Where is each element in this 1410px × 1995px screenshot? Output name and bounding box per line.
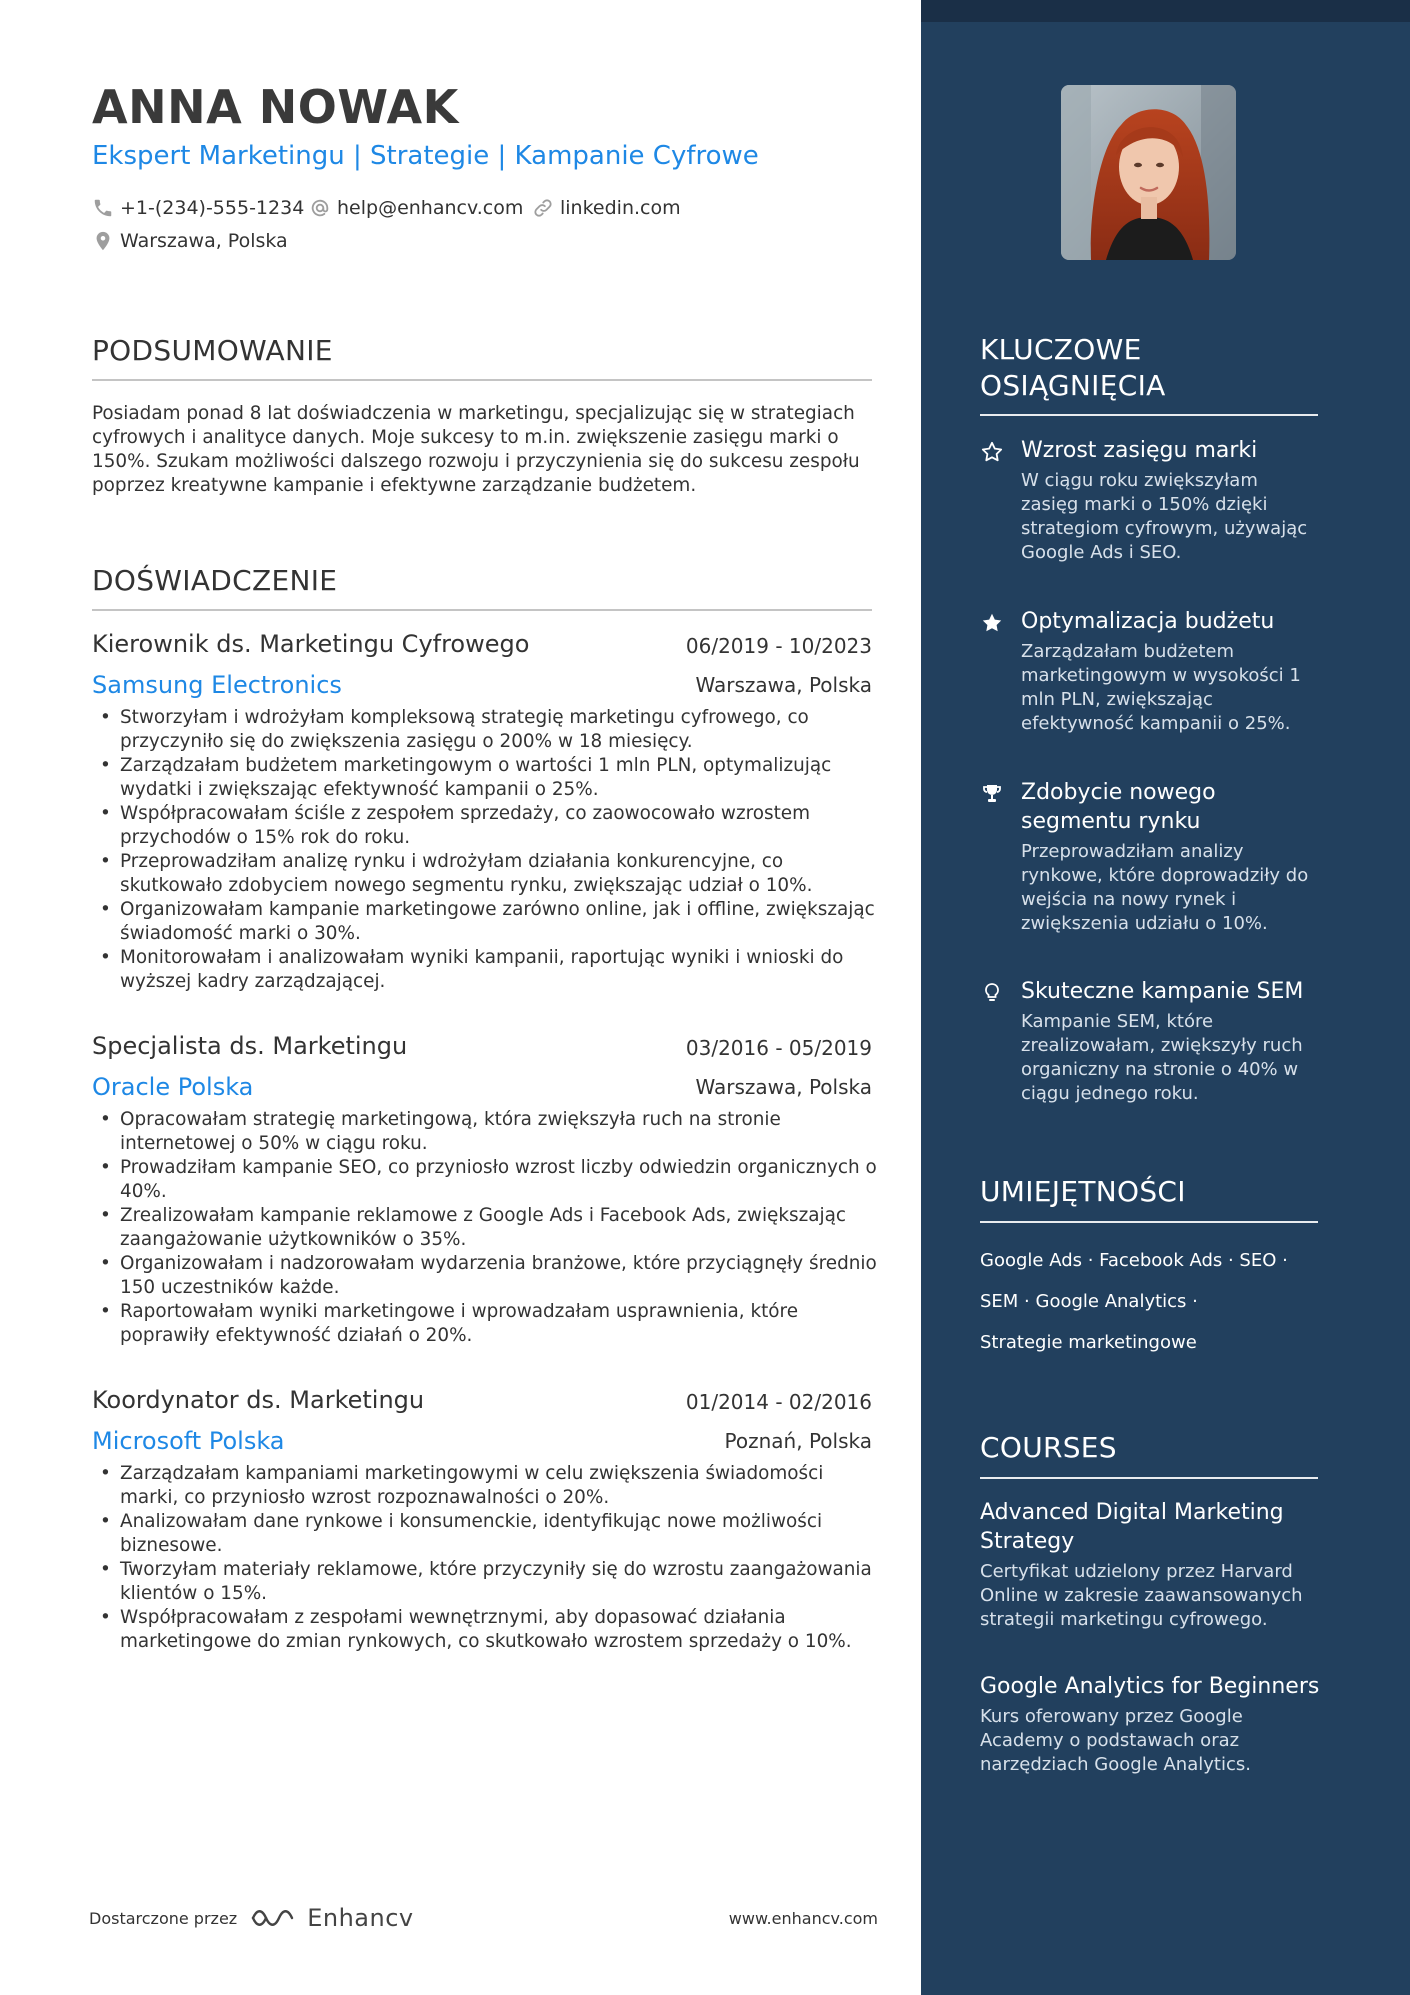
email-text: help@enhancv.com (337, 197, 524, 219)
job-bullets (92, 1462, 882, 1654)
job-company[interactable]: Samsung Electronics (92, 671, 342, 699)
sidebar-top-strip (921, 0, 1410, 22)
star-outline-icon (980, 440, 1004, 464)
courses-divider (980, 1477, 1318, 1479)
achievement-title: Zdobycie nowego segmentu rynku (1021, 780, 1216, 834)
star-filled-icon (980, 611, 1004, 635)
powered-by-text: Dostarczone przez (89, 1908, 238, 1928)
enhancv-logo[interactable] (249, 1904, 413, 1932)
bullet-item: • Raportowałam wyniki marketingowe i wprowadzałam usprawnienia, które poprawiły efektywność działań o 20%. (92, 1300, 882, 1348)
footer-url[interactable]: www.enhancv.com (728, 1909, 878, 1928)
course-item (980, 1498, 1320, 1632)
bullet-item: • Organizowałam kampanie marketingowe zarówno online, jak i offline, zwiększając świadomość marki o 30%. (92, 898, 882, 946)
bullet-item: • Prowadziłam kampanie SEO, co przyniosło wzrost liczby odwiedzin organicznych o 40%. (92, 1156, 882, 1204)
achievement-title: Skuteczne kampanie SEM (1021, 979, 1304, 1004)
candidate-name: ANNA NOWAK (92, 80, 459, 134)
bullet-item: • Współpracowałam ściśle z zespołem sprzedaży, co zaowocowało wzrostem przychodów o 15% rok do roku. (92, 802, 882, 850)
bullet-item: • Przeprowadziłam analizę rynku i wdrożyłam działania konkurencyjne, co skutkowało zdobyciem nowego segmentu rynku, zwiększając udział o 10%. (92, 850, 882, 898)
link-icon (532, 197, 554, 219)
phone-text: +1-(234)-555-1234 (120, 197, 305, 219)
skills-line: Google Ads · Facebook Ads · SEO · (980, 1250, 1288, 1271)
bullet-item: • Stworzyłam i wdrożyłam kompleksową strategię marketingu cyfrowego, co przyczyniło się do zwiększenia zasięgu o 200% w 18 miesięcy. (92, 706, 882, 754)
job-title: Koordynator ds. Marketingu (92, 1386, 425, 1414)
achievement-item (980, 436, 1320, 565)
summary-text: Posiadam ponad 8 lat doświadczenia w marketingu, specjalizując się w strategiach cyfrowych i analityce danych. Moje sukcesy to m.in. zwiększenie zasięgu marki o 150%. Szukam możliwości dalszego rozwoju i przyczynienia się do sukcesu zespołu poprzez kreatywne kampanie i efektywne zarządzanie budżetem. (92, 403, 860, 496)
achievement-item (980, 607, 1320, 736)
skills-title: UMIEJĘTNOŚCI (980, 1175, 1186, 1208)
bullet-item: • Opracowałam strategię marketingową, która zwiększyła ruch na stronie internetowej o 50% w ciągu roku. (92, 1108, 882, 1156)
course-desc: Kurs oferowany przez Google Academy o podstawach oraz narzędziach Google Analytics. (980, 1706, 1251, 1775)
skills-line: SEM · Google Analytics · (980, 1291, 1198, 1312)
job-title: Kierownik ds. Marketingu Cyfrowego (92, 630, 530, 658)
profile-photo-image (1061, 85, 1236, 260)
course-title: Advanced Digital Marketing Strategy (980, 1500, 1284, 1554)
achievements-title-line1: KLUCZOWE (980, 333, 1142, 366)
achievement-desc: Przeprowadziłam analizy rynkowe, które doprowadziły do wejścia na nowy rynek i zwiększenia udziału o 10%. (1021, 841, 1309, 934)
experience-divider (92, 609, 872, 611)
achievement-desc: Kampanie SEM, które zrealizowałam, zwiększyły ruch organiczny na stronie o 40% w ciągu jednego roku. (1021, 1011, 1303, 1104)
bullet-item: • Monitorowałam i analizowałam wyniki kampanii, raportując wyniki i wnioski do wyższej kadry zarządzającej. (92, 946, 882, 994)
bullet-item: • Zarządzałam kampaniami marketingowymi w celu zwiększenia świadomości marki, co przyniosło wzrost rozpoznawalności o 20%. (92, 1462, 882, 1510)
summary-title: PODSUMOWANIE (92, 334, 333, 367)
course-desc: Certyfikat udzielony przez Harvard Online w zakresie zaawansowanych strategii marketingu cyfrowego. (980, 1561, 1303, 1630)
bullet-item: • Tworzyłam materiały reklamowe, które przyczyniły się do wzrostu zaangażowania klientów o 15%. (92, 1558, 882, 1606)
course-title: Google Analytics for Beginners (980, 1674, 1320, 1699)
footer-powered-by (89, 1904, 414, 1932)
course-item (980, 1672, 1320, 1777)
achievement-title: Optymalizacja budżetu (1021, 609, 1275, 634)
contact-email[interactable] (309, 197, 523, 219)
bullet-item: • Organizowałam i nadzorowałam wydarzenia branżowe, które przyciągnęły średnio 150 uczestników każde. (92, 1252, 882, 1300)
job-location: Warszawa, Polska (695, 673, 872, 697)
experience-title: DOŚWIADCZENIE (92, 564, 338, 597)
summary-divider (92, 379, 872, 381)
achievement-item (980, 778, 1320, 936)
skills-divider (980, 1221, 1318, 1223)
courses-title: COURSES (980, 1431, 1117, 1464)
location-pin-icon (92, 230, 114, 252)
location-text: Warszawa, Polska (120, 230, 288, 252)
skills-list (980, 1240, 1325, 1363)
job-dates: 03/2016 - 05/2019 (685, 1036, 872, 1060)
skills-line: Strategie marketingowe (980, 1332, 1197, 1353)
profile-photo (1061, 85, 1236, 260)
bullet-item: • Współpracowałam z zespołami wewnętrznymi, aby dopasować działania marketingowe do zmian rynkowych, co skutkowało wzrostem sprzedaży o 10%. (92, 1606, 882, 1654)
contact-location (92, 230, 288, 252)
job-location: Warszawa, Polska (695, 1075, 872, 1099)
enhancv-logo-icon (249, 1905, 295, 1931)
achievements-title (980, 332, 1166, 404)
achievement-item (980, 977, 1320, 1106)
candidate-headline: Ekspert Marketingu | Strategie | Kampanie Cyfrowe (92, 141, 759, 171)
job-dates: 01/2014 - 02/2016 (685, 1390, 872, 1414)
job-dates: 06/2019 - 10/2023 (685, 634, 872, 658)
achievement-desc: Zarządzałam budżetem marketingowym w wysokości 1 mln PLN, zwiększając efektywność kampanii o 25%. (1021, 641, 1301, 734)
linkedin-text: linkedin.com (560, 197, 681, 219)
job-bullets (92, 1108, 882, 1348)
job-company[interactable]: Oracle Polska (92, 1073, 254, 1101)
job-location: Poznań, Polska (724, 1429, 872, 1453)
bullet-item: • Zrealizowałam kampanie reklamowe z Google Ads i Facebook Ads, zwiększając zaangażowanie użytkowników o 35%. (92, 1204, 882, 1252)
trophy-icon (980, 782, 1004, 806)
bullet-item: • Analizowałam dane rynkowe i konsumenckie, identyfikując nowe możliwości biznesowe. (92, 1510, 882, 1558)
contact-phone[interactable] (92, 197, 304, 219)
lightbulb-icon (980, 981, 1004, 1005)
enhancv-logo-text: Enhancv (307, 1904, 414, 1932)
achievements-title-line2: OSIĄGNIĘCIA (980, 369, 1166, 402)
job-title: Specjalista ds. Marketingu (92, 1032, 408, 1060)
job-company[interactable]: Microsoft Polska (92, 1427, 285, 1455)
bullet-item: • Zarządzałam budżetem marketingowym o wartości 1 mln PLN, optymalizując wydatki i zwiększając efektywność kampanii o 25%. (92, 754, 882, 802)
at-icon (309, 197, 331, 219)
phone-icon (92, 197, 114, 219)
job-bullets (92, 706, 882, 994)
sidebar (921, 0, 1410, 1995)
achievement-desc: W ciągu roku zwiększyłam zasięg marki o 150% dzięki strategiom cyfrowym, używając Google Ads i SEO. (1021, 470, 1308, 563)
contact-linkedin[interactable] (532, 197, 681, 219)
achievements-divider (980, 414, 1318, 416)
achievement-title: Wzrost zasięgu marki (1021, 438, 1258, 463)
